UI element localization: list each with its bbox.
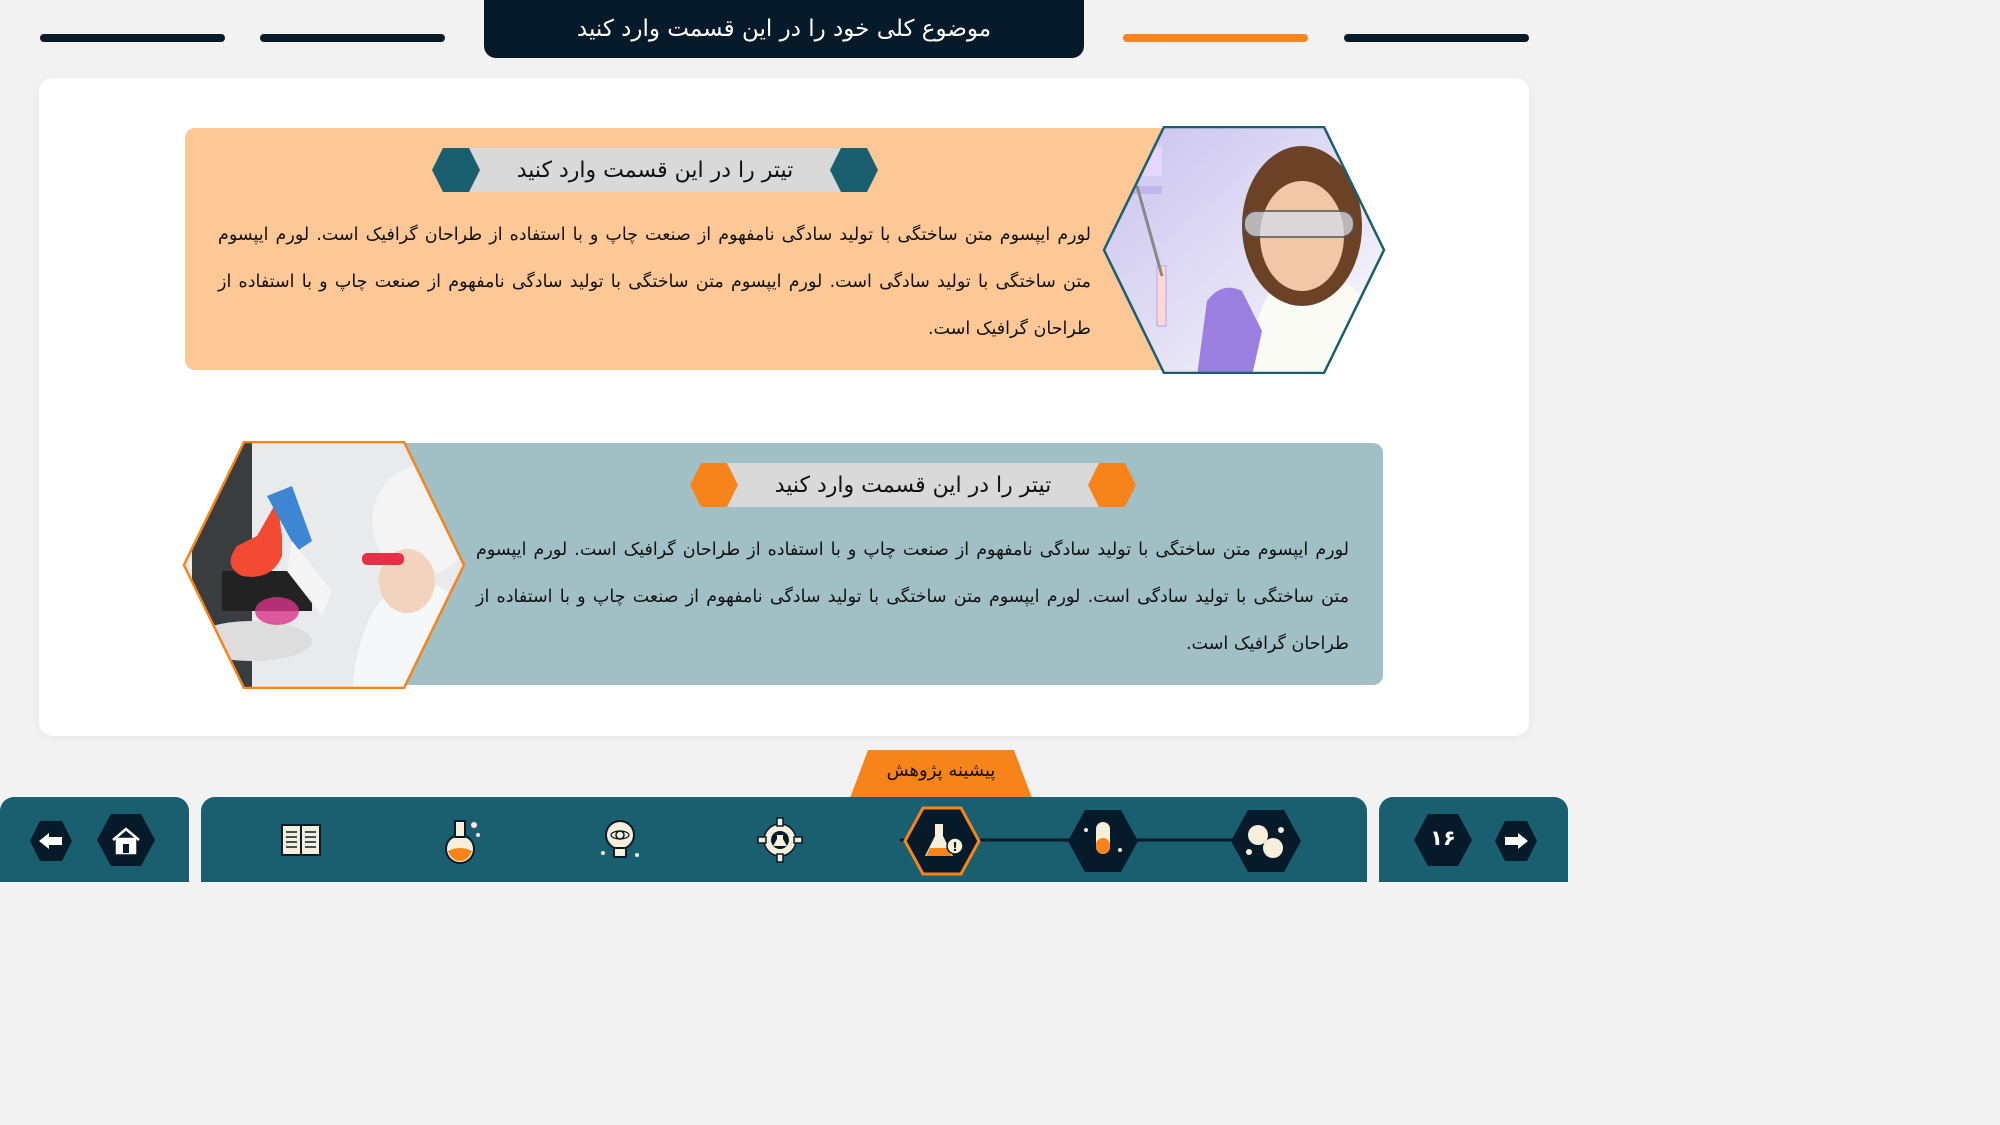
page-number: ۱۶ — [1430, 826, 1456, 850]
nav-item-research-active[interactable] — [903, 806, 981, 880]
card-1-body: لورم ایپسوم متن ساختگی با تولید سادگی نامفهوم از صنعت چاپ و با استفاده از طراحان گرافیک است. لورم ایپسوم متن ساختگی با تولید سادگی است. لورم ایپسوم متن ساختگی با تولید سادگی نامفهوم از صنعت چاپ و با استفاده از طراحان گرافیک است. — [218, 225, 1091, 339]
lab-worker-photo — [182, 441, 466, 693]
hexagon-right-icon — [1086, 463, 1138, 507]
molecule-icon — [1246, 825, 1284, 858]
card-1-title-pill — [430, 148, 880, 192]
card-2-title: تیتر را در این قسمت وارد کنید — [774, 472, 1052, 498]
page-number-badge — [1413, 812, 1473, 872]
nav-right-box — [1379, 797, 1568, 882]
progress-bar-1 — [40, 34, 225, 42]
card-2-body: لورم ایپسوم متن ساختگی با تولید سادگی نامفهوم از صنعت چاپ و با استفاده از طراحان گرافیک است. لورم ایپسوم متن ساختگی با تولید سادگی است. لورم ایپسوم متن ساختگی با تولید سادگی نامفهوم از صنعت چاپ و با استفاده از طراحان گرافیک است. — [476, 540, 1349, 654]
gear-icon — [757, 816, 803, 864]
book-icon — [278, 817, 324, 863]
card-1-title: تیتر را در این قسمت وارد کنید — [516, 157, 794, 183]
active-section-tab[interactable] — [850, 750, 1032, 798]
nav-item-idea[interactable] — [597, 815, 643, 869]
lightbulb-icon — [597, 815, 643, 865]
page-topic-title: موضوع کلی خود را در این قسمت وارد کنید — [484, 0, 1084, 58]
next-button[interactable] — [1494, 819, 1538, 867]
hexagon-left-icon — [430, 148, 482, 192]
scientist-photo — [1102, 126, 1386, 378]
card-2-title-pill — [688, 463, 1138, 507]
active-section-label: پیشینه پژوهش — [886, 760, 996, 781]
hexagon-left-icon — [688, 463, 740, 507]
nav-item-book[interactable] — [278, 817, 324, 867]
svg-text:!: ! — [952, 840, 958, 854]
progress-bar-4 — [1344, 34, 1529, 42]
nav-item-flask[interactable] — [438, 815, 484, 869]
progress-bar-2 — [260, 34, 445, 42]
hexagon-right-icon — [828, 148, 880, 192]
nav-item-settings[interactable] — [757, 816, 803, 868]
progress-bar-3-active — [1123, 34, 1308, 42]
home-button[interactable] — [96, 812, 156, 872]
nav-item-molecule[interactable] — [1229, 808, 1303, 878]
flask-icon — [438, 815, 484, 865]
back-button[interactable] — [29, 819, 73, 867]
nav-item-test-tube[interactable] — [1066, 808, 1140, 878]
